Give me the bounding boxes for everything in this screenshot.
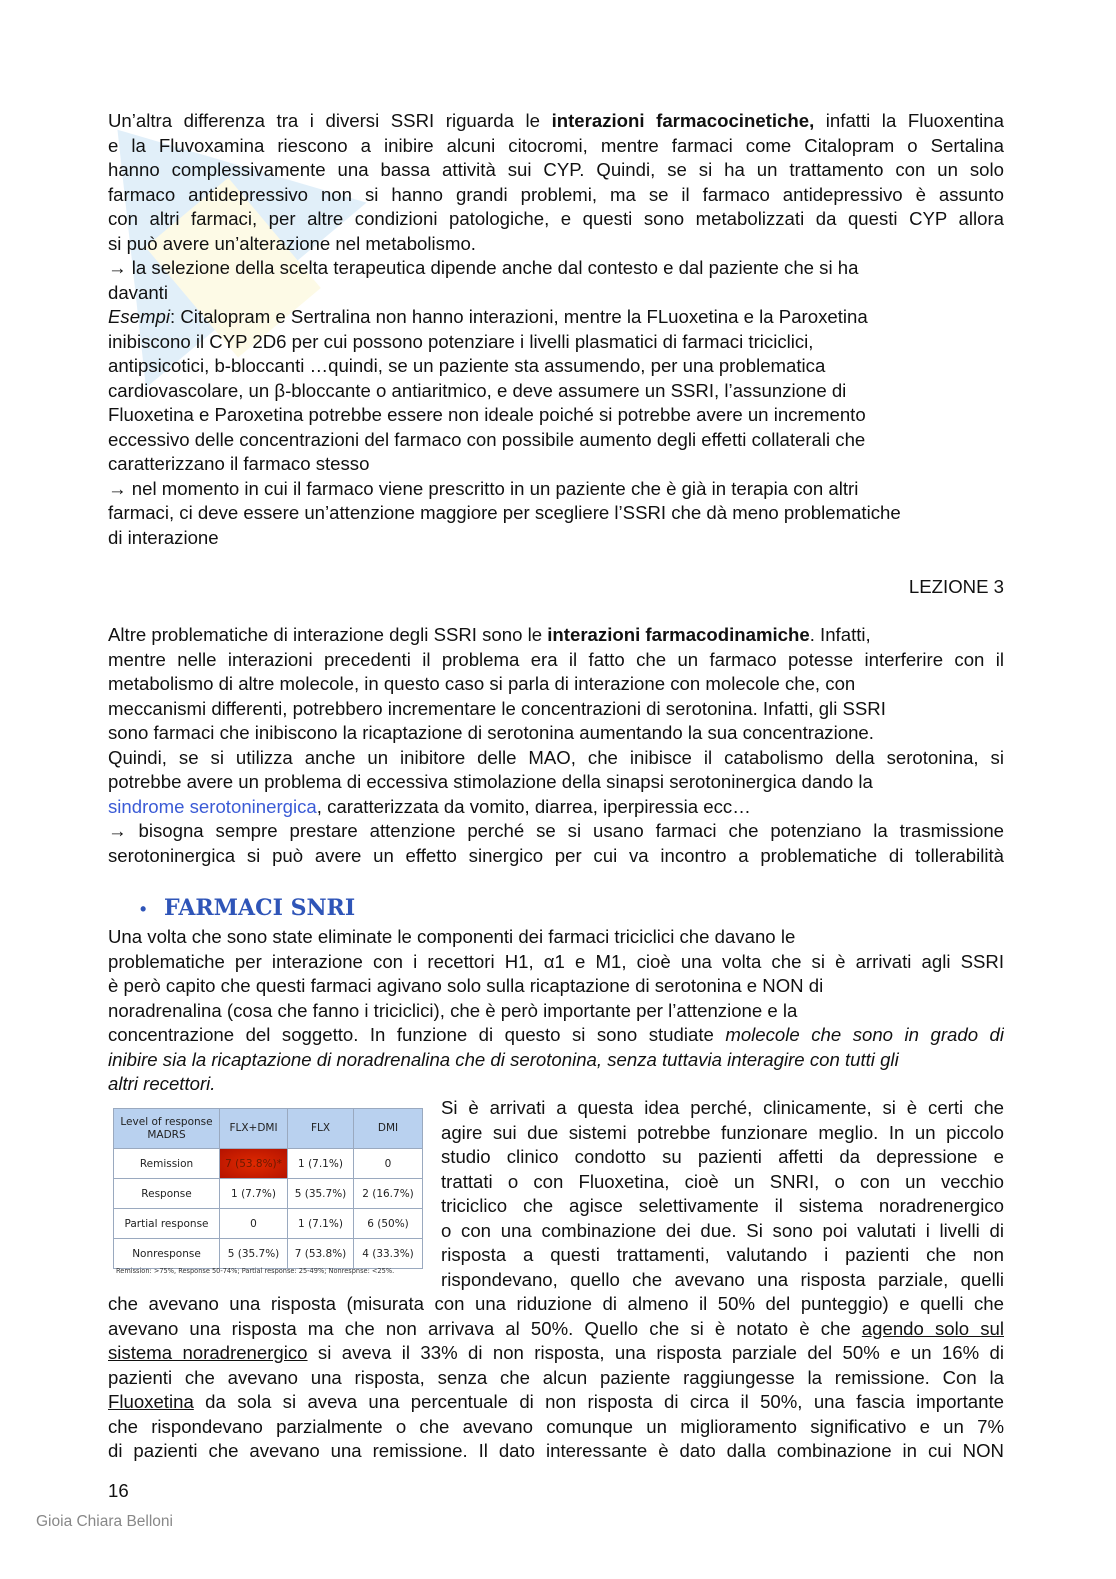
- text-segment: pazienti che avevano una risposta, senza che alcun paziente raggiungesse la remissione. Con la: [108, 1366, 1004, 1388]
- text-segment: inibire sia la ricaptazione di noradrenalina che di serotonina, senza tuttavia interagire con tutti gli: [108, 1048, 899, 1070]
- text-line: [441, 1145, 1004, 1170]
- text-line: [441, 1194, 1004, 1219]
- text-segment: rispondevano, quello che avevano una risposta parziale, quelli: [441, 1268, 1004, 1290]
- text-segment: di interazione: [108, 526, 219, 548]
- row-label: Remission: [114, 1149, 220, 1179]
- text-line: [441, 1170, 1004, 1195]
- page-number: 16: [108, 1480, 129, 1501]
- lesson-label: [108, 575, 1004, 600]
- paragraph-snri-intro: [108, 925, 1004, 1097]
- text-segment: cardiovascolare, un β-bloccante o antiaritmico, e deve assumere un SSRI, l’assunzione di: [108, 379, 847, 401]
- text-line: [441, 1268, 1004, 1293]
- table-footnote: Remission: >75%, Response 50-74%; Partial response: 25-49%; Nonrespnse: <25%.: [116, 1267, 395, 1275]
- author-name: Gioia Chiara Belloni: [36, 1513, 173, 1530]
- link-text[interactable]: sindrome serotoninergica: [108, 795, 317, 817]
- text-segment: concentrazione del soggetto. In funzione di questo si sono studiate: [108, 1024, 726, 1045]
- paragraph-beside-table: [441, 1096, 1004, 1292]
- text-line: [108, 1341, 1004, 1366]
- text-segment: Quindi, se si utilizza anche un inibitore delle MAO, che inibisce il catabolismo della serotonina, si: [108, 746, 1004, 768]
- text-segment: → nel momento in cui il farmaco viene prescritto in un paziente che è già in terapia con altri: [108, 477, 859, 499]
- text-line: [108, 477, 1004, 502]
- text-line: [108, 770, 1004, 795]
- text-segment: mentre nelle interazioni precedenti il problema era il fatto che un farmaco potesse interferire con il: [108, 648, 1004, 670]
- text-line: [108, 526, 1004, 551]
- text-line: [108, 1415, 1004, 1440]
- table-cell: 5 (35.7%): [288, 1179, 354, 1209]
- text-segment: Altre problematiche di interazione degli SSRI sono le: [108, 624, 548, 645]
- paragraph-pharmacokinetic-interactions: [108, 109, 1004, 550]
- text-segment: studio clinico condotto su pazienti affetti da depressione e: [441, 1146, 1004, 1167]
- text-line: [441, 1243, 1004, 1268]
- text-line: [108, 1292, 1004, 1317]
- text-segment: farmaco antidepressivo non si hanno grandi problemi, ma se il farmaco antidepressivo è assunto: [108, 183, 1004, 205]
- table-cell: 6 (50%): [354, 1209, 423, 1239]
- table-row: [114, 1209, 423, 1239]
- text-segment: triciclico che agisce selettivamente il sistema noradrenergico: [441, 1195, 1004, 1216]
- text-line: [108, 109, 1004, 134]
- text-line: [108, 428, 1004, 453]
- text-line: [108, 1048, 1004, 1073]
- text-line: [441, 1219, 1004, 1244]
- text-line: [108, 1072, 1004, 1097]
- text-line: [108, 974, 1004, 999]
- table-cell: 2 (16.7%): [354, 1179, 423, 1209]
- text-segment: agendo solo sul: [861, 1317, 1004, 1339]
- text-segment: risposta a questi trattamenti, valutando i pazienti che non: [441, 1244, 1004, 1265]
- text-segment: sono farmaci che inibiscono la ricaptazione di serotonina aumentando la sua concentrazione.: [108, 722, 874, 743]
- text-segment: Una volta che sono state eliminate le componenti dei farmaci triciclici che davano le: [108, 926, 796, 947]
- text-line: [108, 648, 1004, 673]
- text-line: [108, 1366, 1004, 1391]
- text-segment: Si è arrivati a questa idea perché, clinicamente, si è certi che: [441, 1097, 1004, 1118]
- section-heading: [140, 895, 355, 921]
- text-segment: hanno complessivamente una bassa attività sui CYP. Quindi, se si ha un trattamento con un solo: [108, 159, 1004, 180]
- text-segment: interazioni farmacocinetiche,: [551, 110, 815, 131]
- text-segment: potrebbe avere un problema di eccessiva stimolazione della sinapsi serotoninergica dando la: [108, 771, 873, 792]
- text-segment: altri recettori.: [108, 1073, 216, 1094]
- text-segment: Fluoxetina e Paroxetina potrebbe essere non ideale poiché si potrebbe avere un incremento: [108, 404, 866, 425]
- text-line: [108, 281, 1004, 306]
- text-segment: che rispondevano parzialmente o che avevano comunque un miglioramento significativo e un 7%: [108, 1415, 1004, 1437]
- table-header-row: [114, 1109, 423, 1149]
- text-line: [108, 158, 1004, 183]
- text-segment: → la selezione della scelta terapeutica dipende anche dal contesto e dal paziente che si ha: [108, 257, 859, 278]
- text-line: [108, 232, 1004, 257]
- text-segment: e la Fluvoxamina riescono a inibire alcuni citocromi, mentre farmaci come Citalopram o Sertalina: [108, 134, 1004, 156]
- table-cell: 5 (35.7%): [220, 1239, 288, 1269]
- text-segment: infatti la Fluoxentina: [814, 110, 1004, 131]
- row-label: Response: [114, 1179, 220, 1209]
- text-segment: con altri farmaci, per altre condizioni patologiche, e questi sono metabolizzati da questi CYP allora: [108, 208, 1004, 229]
- text-segment: di pazienti che avevano una remissione. Il dato interessante è dato dalla combinazione in cui NON: [108, 1440, 1004, 1461]
- table-cell: 0: [220, 1209, 288, 1239]
- text-line: [441, 1121, 1004, 1146]
- text-segment: da sola si aveva una percentuale di non risposta di circa il 50%, una fascia importante: [193, 1391, 1004, 1412]
- table-cell: 4 (33.3%): [354, 1239, 423, 1269]
- text-line: [108, 697, 1004, 722]
- text-segment: sistema noradrenergico: [108, 1342, 308, 1363]
- text-segment: : Citalopram e Sertralina non hanno interazioni, mentre la FLuoxetina e la Paroxetina: [170, 306, 868, 327]
- text-segment: inibiscono il CYP 2D6 per cui possono potenziare i livelli plasmatici di farmaci triciclici,: [108, 330, 814, 352]
- text-line: [108, 183, 1004, 208]
- text-line: [108, 1390, 1004, 1415]
- text-segment: , caratterizzata da vomito, diarrea, iperpiressia ecc…: [316, 795, 751, 817]
- text-line: [108, 403, 1004, 428]
- text-segment: problematiche per interazione con i recettori H1, α1 e M1, cioè una volta che si è arrivati agli SSRI: [108, 950, 1004, 972]
- text-line: [108, 623, 1004, 648]
- text-segment: serotoninergica si può avere un effetto sinergico per cui va incontro a problematiche di tollerabilità: [108, 844, 1004, 866]
- text-segment: meccanismi differenti, potrebbero incrementare le concentrazioni di serotonina. Infatti, gli SSRI: [108, 697, 886, 719]
- text-segment: Fluoxetina: [108, 1391, 194, 1412]
- column-header: FLX+DMI: [220, 1109, 288, 1149]
- paragraph-pharmacodynamic-interactions: [108, 623, 1004, 868]
- table-row: [114, 1149, 423, 1179]
- text-line: [108, 819, 1004, 844]
- row-label: Nonresponse: [114, 1239, 220, 1269]
- column-header: Level of response MADRS: [114, 1109, 220, 1149]
- text-segment: noradrenalina (cosa che fanno i triciclici), che è però importante per l’attenzione e la: [108, 999, 798, 1021]
- text-line: [108, 134, 1004, 159]
- text-segment: Esempi: [108, 306, 171, 327]
- text-line: [108, 999, 1004, 1024]
- section-heading-text: FARMACI SNRI: [164, 895, 356, 921]
- text-line: [108, 746, 1004, 771]
- text-segment: metabolismo di altre molecole, in questo caso si parla di interazione con molecole che, con: [108, 673, 856, 694]
- text-segment: si può avere un’alterazione nel metabolismo.: [108, 232, 476, 254]
- text-line: [108, 1439, 1004, 1464]
- text-segment: . Infatti,: [809, 624, 871, 645]
- text-line: [108, 330, 1004, 355]
- table-cell: 7 (53.8%): [288, 1239, 354, 1269]
- table-cell: 1 (7.1%): [288, 1209, 354, 1239]
- text-line: [108, 1317, 1004, 1342]
- text-segment: o con una combinazione dei due. Si sono poi valutati i livelli di: [441, 1219, 1004, 1241]
- text-segment: caratterizzano il farmaco stesso: [108, 453, 370, 474]
- text-line: [441, 1096, 1004, 1121]
- text-segment: davanti: [108, 281, 168, 303]
- text-segment: avevano una risposta ma che non arrivava al 50%. Quello che si è notato è che: [108, 1317, 862, 1339]
- text-line: [108, 1023, 1004, 1048]
- bullet-icon: •: [140, 899, 147, 919]
- text-segment: antipsicotici, b-bloccanti …quindi, se un paziente sta assumendo, per una problematica: [108, 355, 826, 376]
- table-row: [114, 1239, 423, 1269]
- text-line: [108, 305, 1004, 330]
- text-line: [108, 721, 1004, 746]
- paragraph-study-results: [108, 1292, 1004, 1464]
- text-segment: si aveva il 33% di non risposta, una risposta parziale del 50% e un 16% di: [307, 1342, 1004, 1363]
- table-cell: 1 (7.1%): [288, 1149, 354, 1179]
- text-line: [108, 795, 1004, 820]
- text-line: [108, 256, 1004, 281]
- response-table: [113, 1108, 423, 1269]
- text-segment: è però capito che questi farmaci agivano solo sulla ricaptazione di serotonina e NON di: [108, 975, 824, 996]
- text-segment: farmaci, ci deve essere un’attenzione maggiore per scegliere l’SSRI che dà meno problematiche: [108, 502, 901, 523]
- text-segment: Un’altra differenza tra i diversi SSRI riguarda le: [108, 110, 552, 131]
- row-label: Partial response: [114, 1209, 220, 1239]
- text-line: [108, 379, 1004, 404]
- table-cell: 1 (7.7%): [220, 1179, 288, 1209]
- text-line: [108, 925, 1004, 950]
- text-line: [108, 354, 1004, 379]
- text-line: [108, 207, 1004, 232]
- table-row: [114, 1179, 423, 1209]
- text-line: [108, 844, 1004, 869]
- lesson-label-text: LEZIONE 3: [908, 576, 1004, 597]
- table-cell: 7 (53.8%)*: [220, 1149, 288, 1179]
- text-segment: eccessivo delle concentrazioni del farmaco con possibile aumento degli effetti collaterali che: [108, 428, 866, 450]
- text-line: [108, 452, 1004, 477]
- text-segment: agire sui due sistemi potrebbe funzionare meglio. In un piccolo: [441, 1121, 1004, 1143]
- text-segment: che avevano una risposta (misurata con una riduzione di almeno il 50% del punteggio) e quelli che: [108, 1293, 1004, 1314]
- column-header: DMI: [354, 1109, 423, 1149]
- column-header: FLX: [288, 1109, 354, 1149]
- text-segment: → bisogna sempre prestare attenzione perché se si usano farmaci che potenziano la trasmissione: [108, 820, 1004, 841]
- text-line: [108, 501, 1004, 526]
- text-segment: molecole che sono in grado di: [725, 1024, 1004, 1045]
- text-line: [108, 672, 1004, 697]
- text-line: [108, 950, 1004, 975]
- table-cell: 0: [354, 1149, 423, 1179]
- text-segment: interazioni farmacodinamiche: [547, 624, 810, 645]
- text-segment: trattati o con Fluoxetina, cioè un SNRI, o con un vecchio: [441, 1170, 1004, 1192]
